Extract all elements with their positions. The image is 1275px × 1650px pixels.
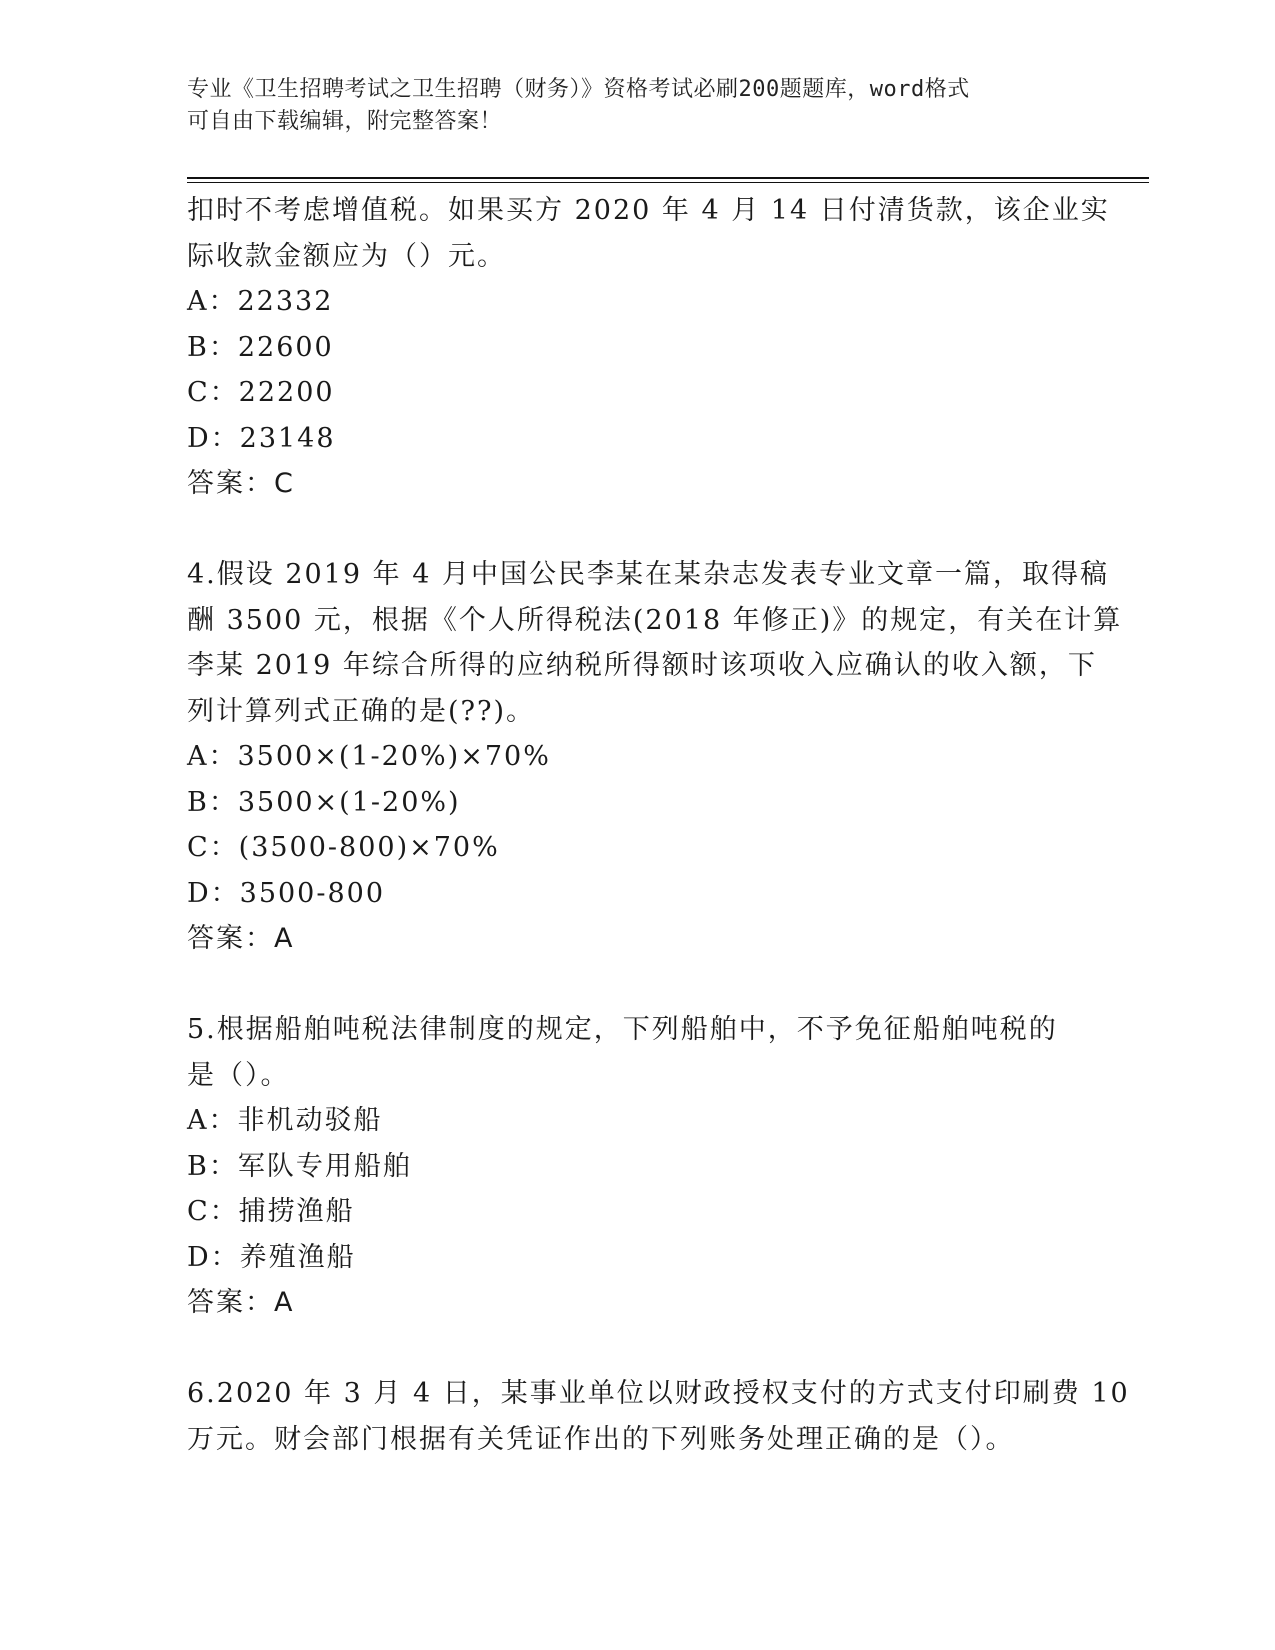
option-c: C：22200	[187, 377, 335, 408]
question-text-line: 5.根据船舶吨税法律制度的规定，下列船舶中，不予免征船舶吨税的	[187, 1014, 1058, 1045]
question-3	[187, 188, 1110, 507]
option-b: B：军队专用船舶	[187, 1150, 412, 1182]
option-a: A：非机动驳船	[187, 1105, 383, 1136]
spacer	[187, 1326, 1087, 1372]
option-b: B：3500×(1-20%)	[187, 786, 461, 818]
question-6	[187, 1371, 1130, 1462]
header-divider-thin	[187, 182, 1149, 183]
question-text-line: 酬 3500 元，根据《个人所得税法(2018 年修正)》的规定，有关在计算	[187, 604, 1123, 636]
answer: 答案：A	[187, 923, 295, 954]
option-b: B：22600	[187, 331, 334, 363]
page-header	[187, 74, 1087, 138]
question-text-line: 是（）。	[187, 1059, 290, 1091]
question-text-line: 6.2020 年 3 月 4 日，某事业单位以财政授权支付的方式支付印刷费 10	[187, 1378, 1130, 1409]
question-text-line: 万元。财会部门根据有关凭证作出的下列账务处理正确的是（）。	[187, 1423, 1015, 1455]
option-a: A：3500×(1-20%)×70%	[187, 741, 551, 772]
header-title-line-2: 可自由下载编辑，附完整答案！	[187, 109, 503, 134]
answer: 答案：A	[187, 1287, 295, 1318]
question-5	[187, 1007, 1087, 1326]
question-text-line: 扣时不考虑增值税。如果买方 2020 年 4 月 14 日付清货款，该企业实	[187, 195, 1110, 226]
option-d: D：3500-800	[187, 877, 386, 909]
question-text-line: 李某 2019 年综合所得的应纳税所得额时该项收入应确认的收入额，下	[187, 650, 1097, 681]
question-4	[187, 552, 1123, 962]
question-text-line: 4.假设 2019 年 4 月中国公民李某在某杂志发表专业文章一篇，取得稿	[187, 559, 1109, 590]
spacer	[187, 962, 1087, 1008]
header-title-line-1: 专业《卫生招聘考试之卫生招聘（财务）》资格考试必刷200题题库，word格式	[187, 77, 970, 102]
question-text-line: 际收款金额应为（）元。	[187, 240, 506, 272]
answer: 答案：C	[187, 468, 295, 499]
question-list	[187, 188, 1130, 1462]
option-a: A：22332	[187, 286, 334, 317]
option-d: D：养殖渔船	[187, 1241, 356, 1273]
question-text-line: 列计算列式正确的是(??)。	[187, 695, 536, 727]
option-c: C：(3500-800)×70%	[187, 832, 500, 863]
option-d: D：23148	[187, 422, 336, 454]
option-c: C：捕捞渔船	[187, 1196, 355, 1227]
spacer	[187, 507, 1087, 553]
header-divider	[187, 177, 1149, 179]
